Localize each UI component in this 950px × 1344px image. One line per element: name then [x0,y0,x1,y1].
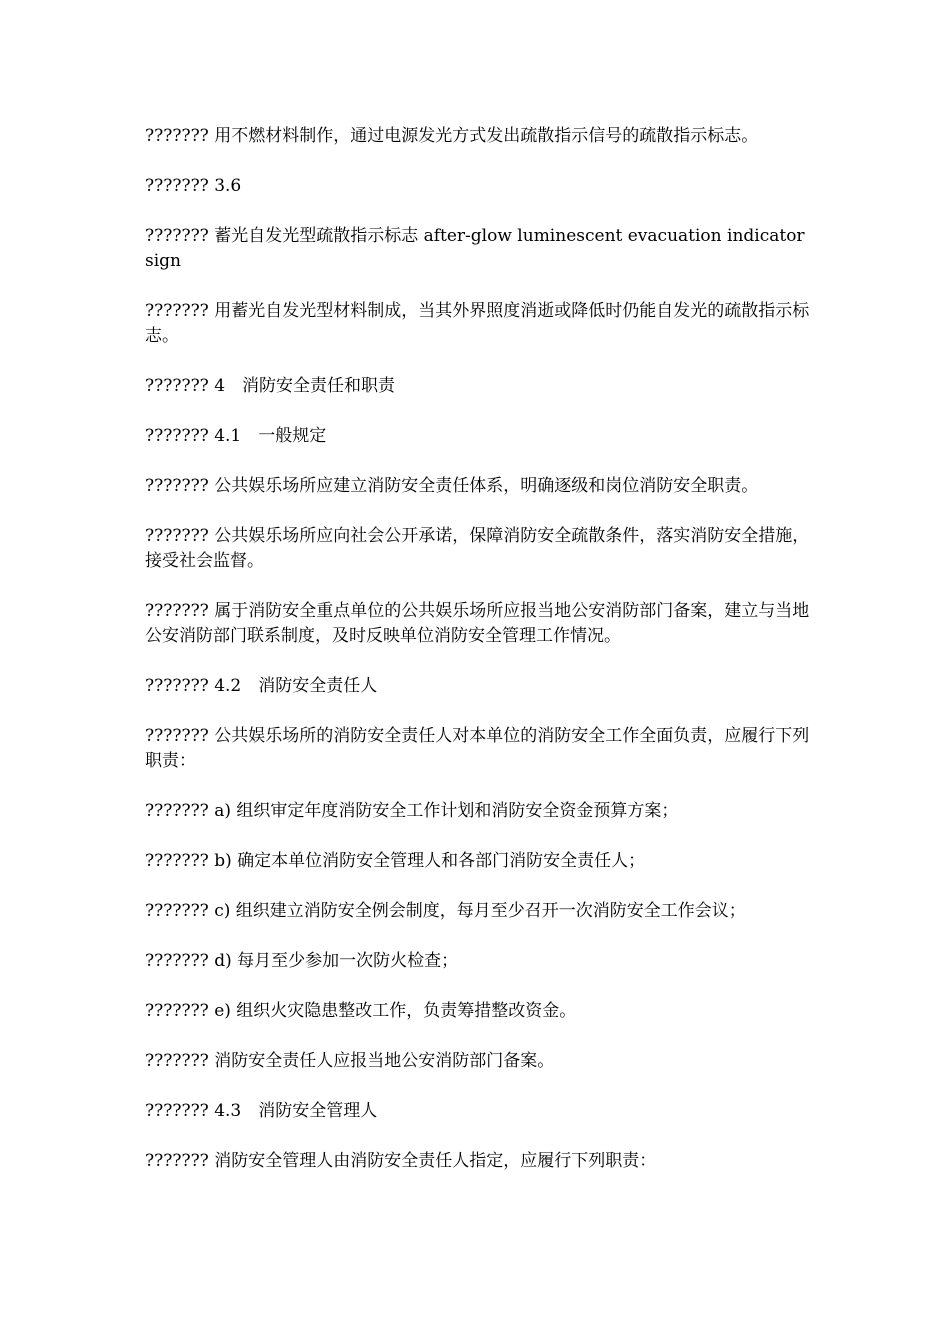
list-item-c: ??????? c) 组织建立消防安全例会制度，每月至少召开一次消防安全工作会议； [145,901,746,921]
paragraph-electric-sign-definition: ??????? 用不燃材料制作，通过电源发光方式发出疏散指示信号的疏散指示标志。 [145,126,759,146]
heading-section-4-1: ??????? 4.1 一般规定 [145,426,327,446]
document-page [145,124,810,1199]
paragraph-public-commitment: ??????? 公共娱乐场所应向社会公开承诺，保障消防安全疏散条件，落实消防安全措施，接受社会监督。 [145,526,810,571]
paragraph-responsible-person-duties: ??????? 公共娱乐场所的消防安全责任人对本单位的消防安全工作全面负责，应履行下列职责： [145,726,810,771]
list-item-a: ??????? a) 组织审定年度消防安全工作计划和消防安全资金预算方案； [145,801,679,821]
paragraph-responsible-person-filing: ??????? 消防安全责任人应报当地公安消防部门备案。 [145,1051,555,1071]
paragraph-afterglow-sign-definition: ??????? 用蓄光自发光型材料制成，当其外界照度消逝或降低时仍能自发光的疏散指示标志。 [145,301,810,346]
list-item-b: ??????? b) 确定本单位消防安全管理人和各部门消防安全责任人； [145,851,646,871]
paragraph-responsibility-system: ??????? 公共娱乐场所应建立消防安全责任体系，明确逐级和岗位消防安全职责。 [145,476,759,496]
list-item-e: ??????? e) 组织火灾隐患整改工作，负责筹措整改资金。 [145,1001,577,1021]
paragraph-manager-duties: ??????? 消防安全管理人由消防安全责任人指定，应履行下列职责： [145,1151,657,1171]
heading-section-4: ??????? 4 消防安全责任和职责 [145,376,396,396]
heading-section-4-2: ??????? 4.2 消防安全责任人 [145,676,378,696]
list-item-d: ??????? d) 每月至少参加一次防火检查； [145,951,459,971]
paragraph-section-3-6: ??????? 3.6 [145,176,242,196]
paragraph-afterglow-sign-term: ??????? 蓄光自发光型疏散指示标志 after-glow luminescent evacuation indicator sign [145,226,805,271]
heading-section-4-3: ??????? 4.3 消防安全管理人 [145,1101,378,1121]
paragraph-key-unit-filing: ??????? 属于消防安全重点单位的公共娱乐场所应报当地公安消防部门备案，建立与当地公安消防部门联系制度，及时反映单位消防安全管理工作情况。 [145,601,810,646]
